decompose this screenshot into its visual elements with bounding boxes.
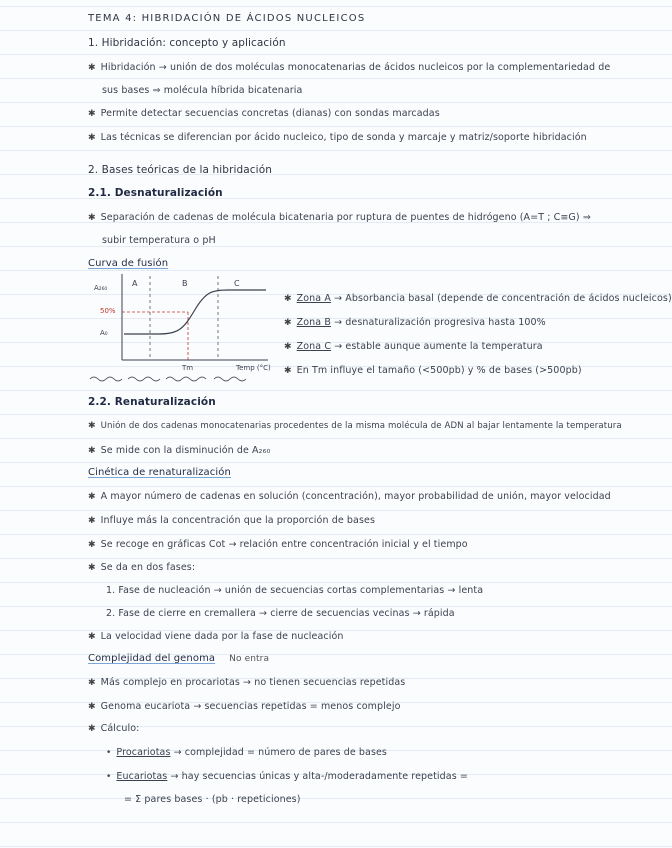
kin-phase-2: 2. Fase de cierre en cremallera → cierre de secuencias vecinas → rápida: [106, 608, 455, 619]
calc-eukaryotes-text: → hay secuencias únicas y alta-/moderadamente repetidas =: [170, 771, 468, 782]
s22-bullet-2: [88, 444, 270, 458]
zone-a-note: [284, 292, 672, 306]
bullet-icon: ✱: [88, 702, 96, 712]
page-title: TEMA 4: HIBRIDACIÓN DE ÁCIDOS NUCLEICOS: [88, 13, 366, 24]
bullet-icon: ✱: [88, 63, 96, 73]
comp-bullet-3-text: Cálculo:: [100, 723, 140, 734]
bullet-icon: ✱: [88, 540, 96, 550]
s1-bullet-1-text: Hibridación → unión de dos moléculas monocatenarias de ácidos nucleicos por la complementariedad de: [100, 62, 611, 73]
section-1-heading: 1. Hibridación: concepto y aplicación: [88, 37, 286, 49]
calc-eukaryotes-formula: = Σ pares bases · (pb · repeticiones): [124, 794, 301, 805]
kin-bullet-3: [88, 538, 468, 552]
zone-label-c: C: [234, 279, 240, 288]
kin-bullet-2-text: Influye más la concentración que la proporción de bases: [100, 515, 375, 526]
subsection-2-1-heading: 2.1. Desnaturalización: [88, 187, 223, 199]
bullet-icon: ✱: [284, 342, 292, 352]
calc-prokaryotes: [106, 746, 387, 760]
bullet-icon: ✱: [88, 724, 96, 734]
section-2-heading: 2. Bases teóricas de la hibridación: [88, 164, 272, 176]
kin-phase-1: 1. Fase de nucleación → unión de secuencias cortas complementarias → lenta: [106, 585, 484, 596]
s22-bullet-2-text: Se mide con la disminución de A₂₆₀: [100, 445, 271, 456]
kin-bullet-3-text: Se recoge en gráficas Cot → relación entre concentración inicial y el tiempo: [100, 539, 468, 550]
subsection-2-2-heading: 2.2. Renaturalización: [88, 396, 216, 408]
melting-curve-heading: Curva de fusión: [88, 258, 169, 269]
scribble-decoration: [90, 377, 246, 381]
kin-bullet-2: [88, 514, 375, 528]
calc-eukaryotes-label: Eucariotas: [116, 771, 168, 782]
bullet-icon: ✱: [284, 318, 292, 328]
zone-c-note: [284, 340, 543, 354]
melting-curve: [124, 290, 266, 334]
y-label-bottom: A₀: [100, 329, 108, 337]
bullet-icon: ✱: [88, 492, 96, 502]
zone-label-a: A: [132, 279, 138, 288]
bullet-icon: ✱: [88, 133, 96, 143]
s1-bullet-2: [88, 107, 440, 121]
kin-bullet-1-text: A mayor número de cadenas en solución (concentración), mayor probabilidad de unión, mayor velocidad: [100, 491, 611, 502]
zone-b-label: Zona B: [296, 317, 331, 328]
zone-a-text: → Absorbancia basal (depende de concentración de ácidos nucleicos): [334, 293, 672, 304]
complexity-heading: Complejidad del genoma: [88, 653, 216, 664]
bullet-icon: ✱: [88, 516, 96, 526]
kin-bullet-5: [88, 630, 343, 644]
tm-note: [284, 364, 582, 378]
y-label-mid: 50%: [100, 307, 116, 315]
s1-bullet-3-text: Las técnicas se diferencian por ácido nucleico, tipo de sonda y marcaje y matriz/soporte hibridación: [100, 132, 587, 143]
comp-bullet-2: [88, 700, 401, 714]
calc-prokaryotes-label: Procariotas: [116, 747, 171, 758]
comp-bullet-3: [88, 722, 139, 736]
comp-bullet-1: [88, 676, 405, 690]
s21-bullet-1-text: Separación de cadenas de molécula bicatenaria por ruptura de puentes de hidrógeno (A=T ; C≡G) ⇒: [100, 212, 591, 223]
kinetics-heading: Cinética de renaturalización: [88, 467, 231, 478]
s1-bullet-2-text: Permite detectar secuencias concretas (dianas) con sondas marcadas: [100, 108, 440, 119]
melting-curve-graph: [88, 268, 274, 388]
bullet-icon: ✱: [88, 213, 96, 223]
comp-bullet-1-text: Más complejo en procariotas → no tienen secuencias repetidas: [100, 677, 406, 688]
s21-bullet-1: [88, 211, 591, 225]
bullet-icon: ✱: [284, 366, 292, 376]
tm-note-text: En Tm influye el tamaño (<500pb) y % de bases (>500pb): [296, 365, 582, 376]
s1-bullet-3: [88, 131, 587, 145]
x-label-temp: Temp (°C): [236, 364, 271, 372]
complexity-heading-row: [88, 652, 269, 666]
kin-bullet-4: [88, 561, 195, 575]
bullet-icon: ✱: [88, 678, 96, 688]
dot-bullet-icon: •: [106, 772, 112, 782]
zone-c-text: → estable aunque aumente la temperatura: [334, 341, 543, 352]
zone-a-label: Zona A: [296, 293, 331, 304]
bullet-icon: ✱: [88, 563, 96, 573]
bullet-icon: ✱: [88, 109, 96, 119]
zone-c-label: Zona C: [296, 341, 332, 352]
zone-label-b: B: [182, 279, 188, 288]
calc-prokaryotes-text: → complejidad = número de pares de bases: [173, 747, 387, 758]
bullet-icon: ✱: [88, 421, 96, 431]
s1-bullet-1-cont: sus bases ⇒ molécula híbrida bicatenaria: [102, 85, 303, 96]
kin-bullet-4-text: Se da en dos fases:: [100, 562, 196, 573]
complexity-note: No entra: [229, 654, 270, 664]
zone-b-note: [284, 316, 546, 330]
calc-eukaryotes: [106, 770, 468, 784]
s22-bullet-1: [88, 420, 622, 433]
kin-bullet-5-text: La velocidad viene dada por la fase de nucleación: [100, 631, 344, 642]
s22-bullet-1-text: Unión de dos cadenas monocatenarias procedentes de la misma molécula de ADN al bajar lentamente la temperatura: [100, 421, 622, 431]
dot-bullet-icon: •: [106, 748, 112, 758]
bullet-icon: ✱: [88, 446, 96, 456]
bullet-icon: ✱: [88, 632, 96, 642]
s21-bullet-1-cont: subir temperatura o pH: [102, 235, 216, 246]
kin-bullet-1: [88, 490, 611, 504]
comp-bullet-2-text: Genoma eucariota → secuencias repetidas = menos complejo: [100, 701, 401, 712]
bullet-icon: ✱: [284, 294, 292, 304]
x-label-tm: Tm: [182, 364, 194, 372]
y-label-top: A₂₆₀: [94, 284, 108, 292]
s1-bullet-1: [88, 61, 610, 75]
zone-b-text: → desnaturalización progresiva hasta 100%: [334, 317, 546, 328]
